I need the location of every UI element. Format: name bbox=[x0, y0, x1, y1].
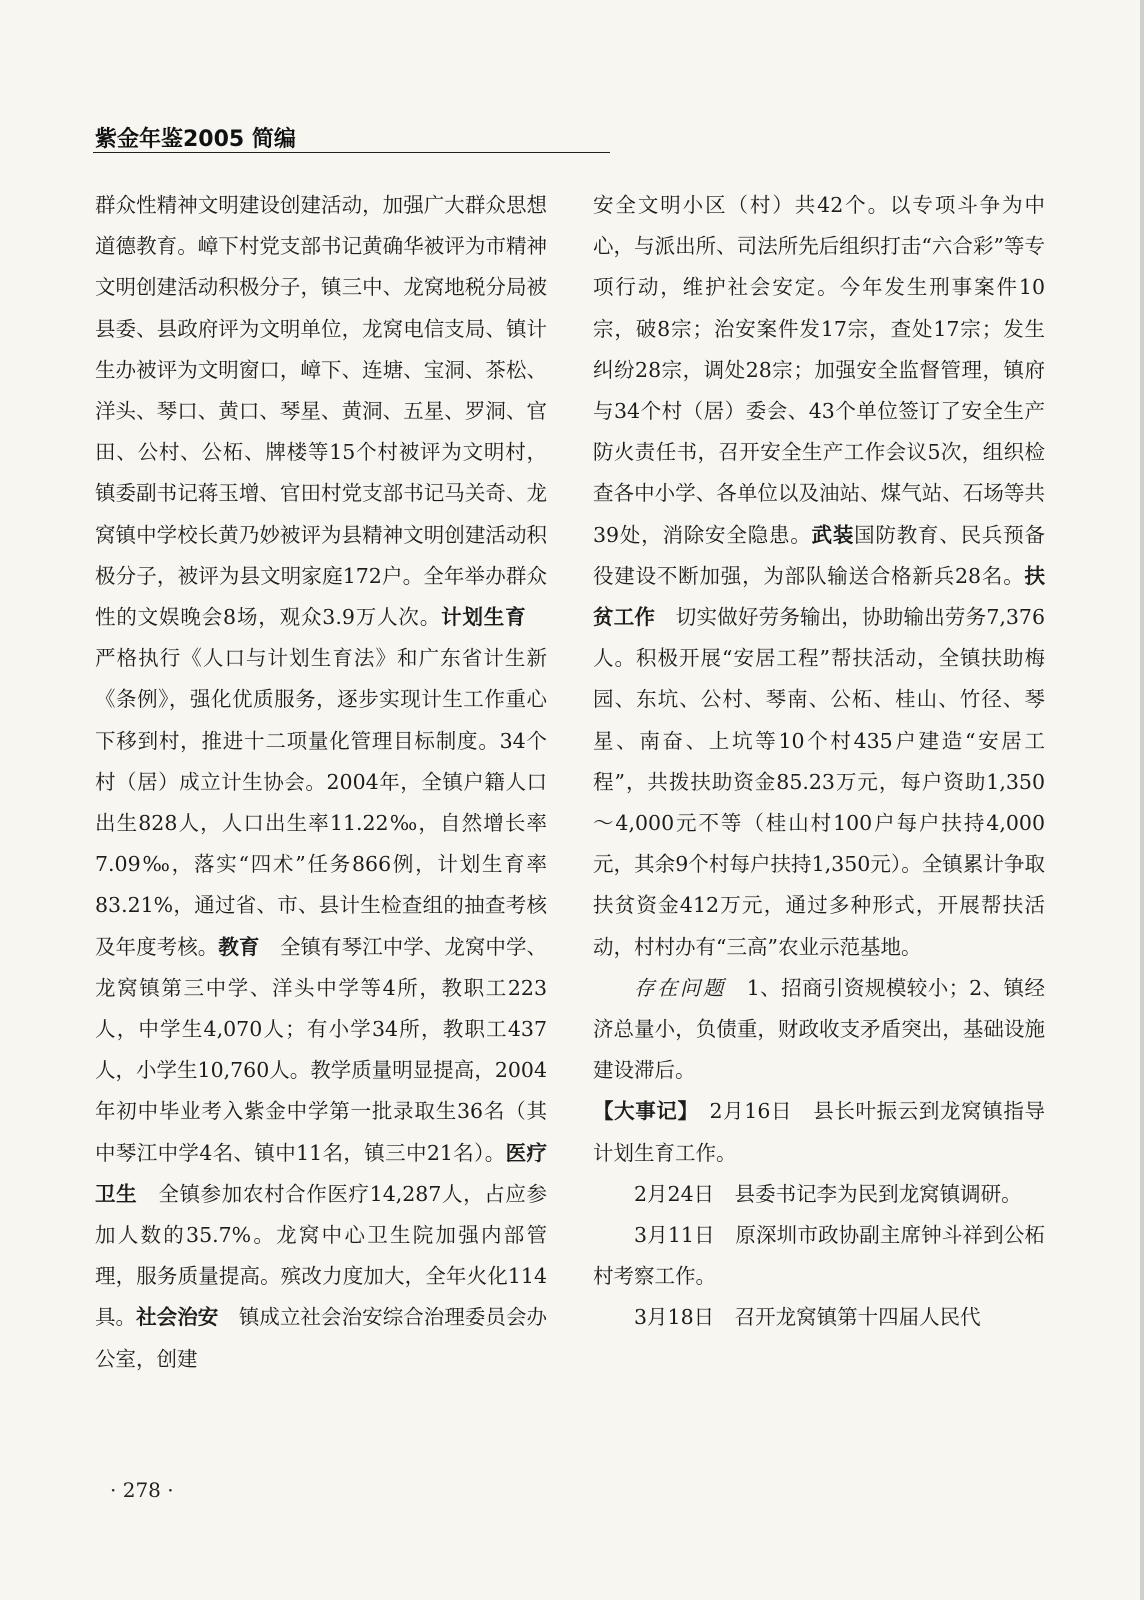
scan-edge bbox=[1140, 0, 1144, 1600]
left-column bbox=[95, 185, 547, 1380]
event-4-paragraph: 3月18日 召开龙窝镇第十四届人民代 bbox=[634, 1305, 981, 1330]
keyword-health: 医疗卫生 bbox=[95, 1140, 547, 1206]
keyword-family-planning: 计划生育 bbox=[441, 605, 527, 630]
issues-paragraph bbox=[593, 968, 1045, 1092]
right-text-1: 安全文明小区（村）共42个。以专项斗争为中心，与派出所、司法所先后组织打击“六合彩”等专项行动，维护社会安定。今年发生刑事案件10宗，破8宗；治安案件发17宗，查处17宗；发生纠纷28宗，调处28宗；加强安全监督管理，镇府与34个村（居）委会、43个单位签订了安全生产防火责任书，召开安全生产工作会议5次，组织检查各中小学、各单位以及油站、煤气站、石场等共39处，消除安全隐患。 bbox=[593, 193, 1045, 547]
left-paragraph bbox=[95, 185, 547, 1380]
right-paragraph-main bbox=[593, 185, 1045, 968]
right-text-2: 国防教育、民兵预备役建设不断加强，为部队输送合格新兵28名。 bbox=[593, 522, 1046, 588]
issues-label: 存在问题 bbox=[634, 975, 726, 1000]
event-1: 2月16日 县长叶振云到龙窝镇指导计划生育工作。 bbox=[593, 1099, 1045, 1165]
left-text-5: 镇成立社会治安综合治理委员会办公室，创建 bbox=[95, 1305, 548, 1371]
issues-text: 1、招商引资规模较小；2、镇经济总量小，负债重，财政收支矛盾突出，基础设施建设滞后。 bbox=[593, 975, 1045, 1083]
events-paragraph bbox=[593, 1091, 1045, 1173]
keyword-poverty: 扶贫工作 bbox=[593, 563, 1045, 630]
left-text-3: 全镇有琴江中学、龙窝中学、龙窝镇第三中学、洋头中学等4所，教职工223人，中学生4,070人；有小学34所，教职工437人，小学生10,760人。教学质量明显提高，2004年初中毕业考入紫金中学第一批录取生36名（其中琴江中学4名、镇中11名，镇三中21名）。 bbox=[95, 934, 548, 1165]
event-2-paragraph: 2月24日 县委书记李为民到龙窝镇调研。 bbox=[634, 1181, 1022, 1206]
event-3-paragraph: 3月11日 原深圳市政协副主席钟斗祥到公柘村考察工作。 bbox=[593, 1223, 1045, 1289]
left-text-2: 严格执行《人口与计划生育法》和广东省计生新《条例》，强化优质服务，逐步实现计生工作重心下移到村，推进十二项量化管理目标制度。34个村（居）成立计生协会。2004年，全镇户籍人口出生828人，人口出生率11.22‰，自然增长率7.09‰，落实“四术”任务866例，计划生育率83.21%，通过省、市、县计生检查组的抽查考核及年度考核。 bbox=[95, 605, 547, 959]
events-label: 【大事记】 bbox=[593, 1099, 689, 1124]
page-number: · 278 · bbox=[110, 1478, 174, 1502]
keyword-security: 社会治安 bbox=[136, 1305, 219, 1330]
keyword-militia: 武装 bbox=[811, 522, 855, 547]
right-text-3: 切实做好劳务输出，协助输出劳务7,376人。积极开展“安居工程”帮扶活动，全镇扶助梅园、东坑、公村、琴南、公柘、桂山、竹径、琴星、南奋、上坑等10个村435户建造“安居工程”，共拨扶助资金85.23万元，每户资助1,350～4,000元不等（桂山村100户每户扶持4,000元，其余9个村每户扶持1,350元）。全镇累计争取扶贫资金412万元，通过多种形式，开展帮扶活动，村村办有“三高”农业示范基地。 bbox=[593, 605, 1046, 959]
running-title: 紫金年鉴2005 简编 bbox=[95, 127, 296, 152]
left-text-1: 群众性精神文明建设创建活动，加强广大群众思想道德教育。嶂下村党支部书记黄确华被评为市精神文明创建活动积极分子，镇三中、龙窝地税分局被县委、县政府评为文明单位，龙窝电信支局、镇计生办被评为文明窗口，嶂下、连塘、宝洞、茶松、洋头、琴口、黄口、琴星、黄洞、五星、罗洞、官田、公村、公柘、牌楼等15个村被评为文明村，镇委副书记蒋玉增、官田村党支部书记马关奇、龙窝镇中学校长黄乃妙被评为县精神文明创建活动积极分子，被评为县文明家庭172户。全年举办群众性的文娱晚会8场，观众3.9万人次。 bbox=[95, 193, 547, 630]
left-text-4: 全镇参加农村合作医疗14,287人，占应参加人数的35.7%。龙窝中心卫生院加强内部管理，服务质量提高。殡改力度加大，全年火化114具。 bbox=[95, 1181, 548, 1330]
header-rule bbox=[93, 152, 610, 153]
keyword-education: 教育 bbox=[218, 934, 260, 959]
right-column bbox=[593, 185, 1045, 1339]
